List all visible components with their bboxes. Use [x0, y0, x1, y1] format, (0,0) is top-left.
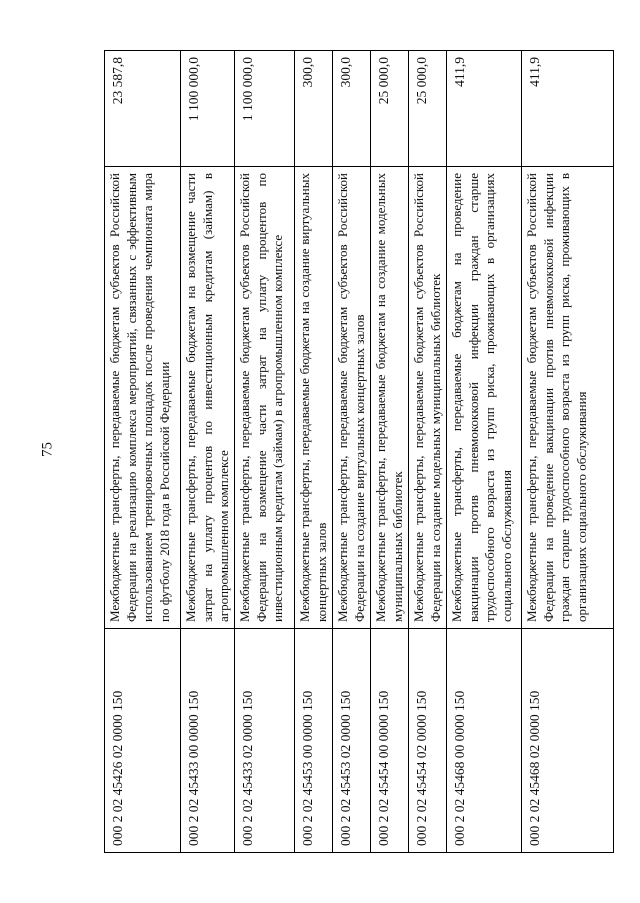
description-cell — [181, 167, 234, 629]
description-text: Межбюджетные трансферты, передаваемые бюджетам на возмещение части затрат на уплату процентов по инвестиционным кредитам (займам) в агропромышленном комплексе — [183, 173, 231, 622]
classification-code: 000 2 02 45454 00 0000 150 — [376, 690, 391, 846]
classification-code: 000 2 02 45433 00 0000 150 — [186, 690, 201, 846]
description-text: Межбюджетные трансферты, передаваемые бюджетам субъектов Российской Федерации на проведение вакцинации против пневмококковой инфекции граждан старше трудоспособного возраста из групп риска, проживающих в организациях социального обслуживания — [524, 173, 589, 622]
table-row — [522, 51, 613, 852]
amount-value: 25 000,0 — [414, 57, 429, 105]
classification-code: 000 2 02 45453 00 0000 150 — [300, 690, 315, 846]
code-cell — [333, 629, 370, 852]
amount-cell — [235, 51, 294, 167]
code-cell — [181, 629, 234, 852]
table-row — [295, 51, 333, 852]
amount-cell — [105, 51, 180, 167]
amount-value: 411,9 — [452, 57, 467, 87]
description-cell — [447, 167, 521, 629]
description-cell — [235, 167, 294, 629]
amount-value: 23 587,8 — [110, 57, 125, 105]
amount-cell — [371, 51, 408, 167]
amount-value: 300,0 — [338, 57, 353, 88]
table-row — [371, 51, 409, 852]
classification-code: 000 2 02 45454 02 0000 150 — [414, 690, 429, 846]
amount-value: 411,9 — [527, 57, 542, 87]
classification-code: 000 2 02 45468 02 0000 150 — [527, 690, 542, 846]
description-text: Межбюджетные трансферты, передаваемые бюджетам на проведение вакцинации против пневмококковой инфекции граждан старше трудоспособного возраста из групп риска, проживающих в организациях социального обслуживания — [449, 173, 514, 622]
table-row — [333, 51, 371, 852]
description-cell — [105, 167, 180, 629]
description-text: Межбюджетные трансферты, передаваемые бюджетам субъектов Российской Федерации на создание виртуальных концертных залов — [335, 173, 367, 622]
amount-cell — [333, 51, 370, 167]
code-cell — [522, 629, 613, 852]
description-text: Межбюджетные трансферты, передаваемые бюджетам субъектов Российской Федерации на создание модельных муниципальных библиотек — [411, 173, 443, 622]
classification-code: 000 2 02 45468 00 0000 150 — [452, 690, 467, 846]
code-cell — [295, 629, 332, 852]
description-cell — [522, 167, 613, 629]
amount-cell — [447, 51, 521, 167]
description-cell — [333, 167, 370, 629]
classification-code: 000 2 02 45453 02 0000 150 — [338, 690, 353, 846]
amount-cell — [181, 51, 234, 167]
code-cell — [235, 629, 294, 852]
code-cell — [447, 629, 521, 852]
table-row — [235, 51, 295, 852]
description-text: Межбюджетные трансферты, передаваемые бюджетам на создание виртуальных концертных залов — [297, 173, 329, 622]
amount-value: 25 000,0 — [376, 57, 391, 105]
table-row — [447, 51, 522, 852]
page-number: 75 — [39, 442, 56, 457]
description-cell — [409, 167, 446, 629]
amount-value: 1 100 000,0 — [186, 57, 201, 122]
code-cell — [371, 629, 408, 852]
table-row — [105, 51, 181, 852]
amount-value: 1 100 000,0 — [240, 57, 255, 122]
description-cell — [371, 167, 408, 629]
description-text: Межбюджетные трансферты, передаваемые бюджетам субъектов Российской Федерации на реализацию комплекса мероприятий, связанных с эффективным использованием тренировочных площадок после проведения чемпионата мира по футболу 2018 года в Российской Федерации — [107, 173, 172, 622]
budget-revenue-table — [104, 50, 614, 853]
amount-cell — [522, 51, 613, 167]
code-cell — [105, 629, 180, 852]
amount-cell — [295, 51, 332, 167]
amount-cell — [409, 51, 446, 167]
amount-value: 300,0 — [300, 57, 315, 88]
table-row — [409, 51, 447, 852]
description-text: Межбюджетные трансферты, передаваемые бюджетам на создание модельных муниципальных библиотек — [373, 173, 405, 622]
table-row — [181, 51, 235, 852]
classification-code: 000 2 02 45433 02 0000 150 — [240, 690, 255, 846]
code-cell — [409, 629, 446, 852]
description-cell — [295, 167, 332, 629]
description-text: Межбюджетные трансферты, передаваемые бюджетам субъектов Российской Федерации на возмещение части затрат на уплату процентов по инвестиционным кредитам (займам) в агропромышленном комплексе — [237, 173, 285, 622]
classification-code: 000 2 02 45426 02 0000 150 — [110, 690, 125, 846]
